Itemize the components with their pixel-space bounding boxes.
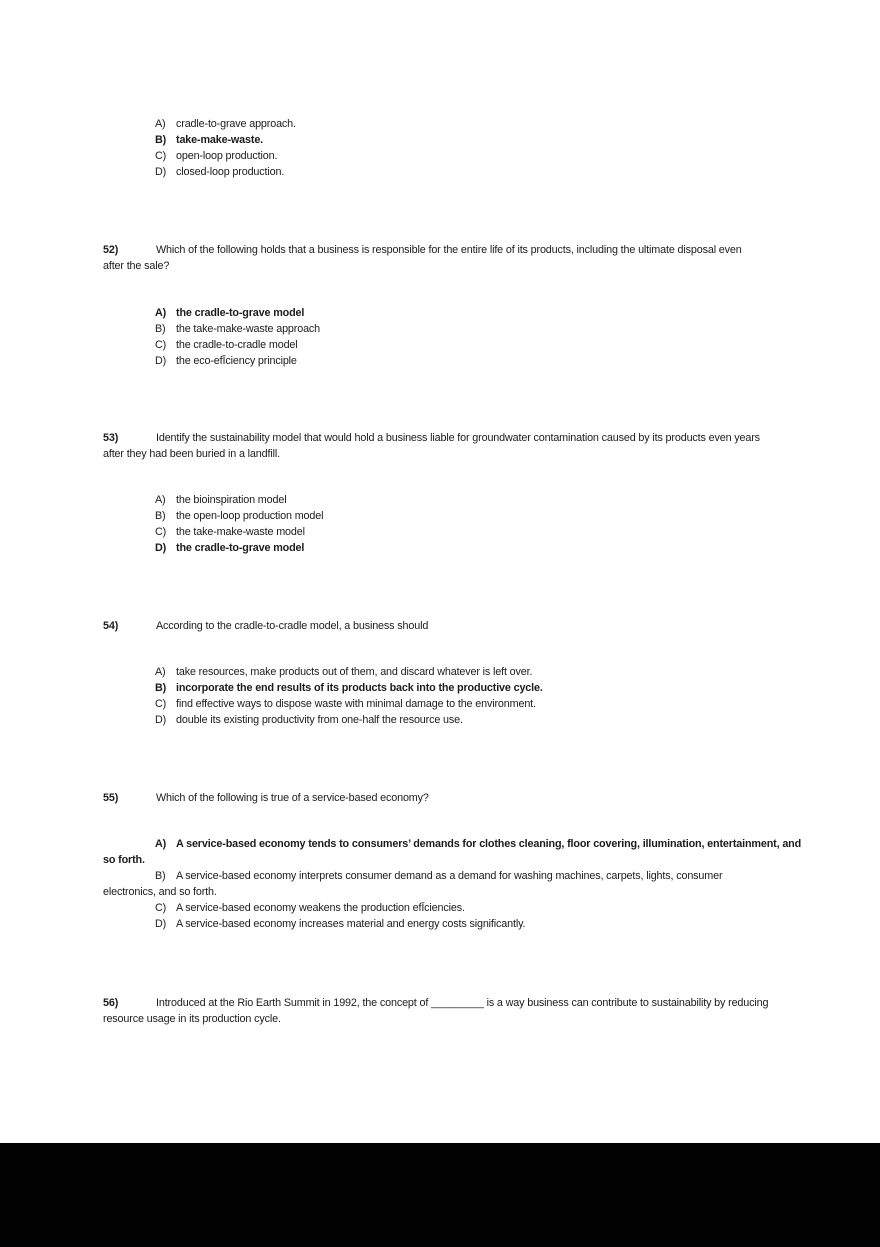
option-row-B bbox=[103, 680, 543, 696]
option-text: take resources, make products out of them, and discard whatever is left over. bbox=[176, 666, 533, 678]
option-text: the take-make-waste approach bbox=[176, 323, 321, 335]
option-continuation-line bbox=[103, 852, 801, 868]
question-continuation-line bbox=[103, 258, 742, 274]
option-row-A bbox=[103, 836, 801, 852]
question-number: 55) bbox=[103, 792, 119, 804]
question-text: Introduced at the Rio Earth Summit in 1992, the concept of _________ is a way business can contribute to sustainability by reducing bbox=[156, 997, 769, 1009]
question-text: after they had been buried in a landfill. bbox=[103, 448, 280, 460]
option-text: find effective ways to dispose waste with minimal damage to the environment. bbox=[176, 698, 536, 710]
question-text: after the sale? bbox=[103, 260, 170, 272]
option-row-A bbox=[103, 492, 323, 508]
option-text: A service-based economy tends to consumers’ demands for clothes cleaning, floor covering, illumination, entertainment, and bbox=[176, 838, 802, 850]
question-first-line bbox=[103, 995, 768, 1011]
bottom-black-bar bbox=[0, 1143, 880, 1247]
option-row-C bbox=[103, 337, 320, 353]
question-first-line bbox=[103, 430, 760, 446]
option-row-C bbox=[103, 900, 801, 916]
option-row-C bbox=[103, 524, 323, 540]
answer-options-block bbox=[103, 305, 320, 369]
question-continuation-line bbox=[103, 1011, 768, 1027]
question-block-55 bbox=[103, 790, 429, 806]
question-first-line bbox=[103, 242, 742, 258]
option-text: cradle-to-grave approach. bbox=[176, 118, 296, 130]
option-label: C) bbox=[155, 698, 167, 710]
option-row-D bbox=[103, 353, 320, 369]
option-label: B) bbox=[155, 134, 167, 146]
option-row-D bbox=[103, 540, 323, 556]
option-label: A) bbox=[155, 838, 167, 850]
option-text: open-loop production. bbox=[176, 150, 278, 162]
option-label: D) bbox=[155, 918, 167, 930]
option-row-B bbox=[103, 868, 801, 884]
option-text: the bioinspiration model bbox=[176, 494, 287, 506]
option-row-D bbox=[103, 164, 296, 180]
option-label: D) bbox=[155, 714, 167, 726]
answer-options-block bbox=[103, 492, 323, 556]
answer-options-block bbox=[103, 836, 801, 932]
question-number: 56) bbox=[103, 997, 119, 1009]
question-continuation-line bbox=[103, 446, 760, 462]
question-text: According to the cradle-to-cradle model, a business should bbox=[156, 620, 429, 632]
question-number: 52) bbox=[103, 244, 119, 256]
option-row-B bbox=[103, 321, 320, 337]
answer-options-block bbox=[103, 664, 543, 728]
answer-options-block bbox=[103, 116, 296, 180]
option-label: A) bbox=[155, 494, 166, 506]
option-label: B) bbox=[155, 510, 166, 522]
option-text: closed-loop production. bbox=[176, 166, 285, 178]
question-text: Which of the following holds that a business is responsible for the entire life of its products, including the ultimate disposal even bbox=[156, 244, 742, 256]
question-number: 54) bbox=[103, 620, 119, 632]
question-first-line bbox=[103, 790, 429, 806]
option-text: take-make-waste. bbox=[176, 134, 264, 146]
option-row-D bbox=[103, 916, 801, 932]
question-number: 53) bbox=[103, 432, 119, 444]
question-block-56 bbox=[103, 995, 768, 1027]
option-row-A bbox=[103, 305, 320, 321]
option-label: D) bbox=[155, 355, 167, 367]
option-text: incorporate the end results of its products back into the productive cycle. bbox=[176, 682, 543, 694]
option-label: A) bbox=[155, 118, 166, 130]
option-text: A service-based economy weakens the production efĪciencies. bbox=[176, 902, 465, 914]
option-row-B bbox=[103, 508, 323, 524]
question-block-53 bbox=[103, 430, 760, 462]
question-text: Identify the sustainability model that would hold a business liable for groundwater contamination caused by its products even years bbox=[156, 432, 760, 444]
option-label: A) bbox=[155, 307, 167, 319]
option-text: the cradle-to-grave model bbox=[176, 542, 305, 554]
question-text: Which of the following is true of a service-based economy? bbox=[156, 792, 429, 804]
option-text: the open-loop production model bbox=[176, 510, 324, 522]
option-text: electronics, and so forth. bbox=[103, 886, 217, 898]
option-label: D) bbox=[155, 542, 167, 554]
option-label: B) bbox=[155, 682, 167, 694]
option-row-D bbox=[103, 712, 543, 728]
option-row-C bbox=[103, 148, 296, 164]
option-row-A bbox=[103, 116, 296, 132]
option-text: A service-based economy increases material and energy costs significantly. bbox=[176, 918, 526, 930]
option-text: double its existing productivity from one-half the resource use. bbox=[176, 714, 463, 726]
option-text: the eco-efĪciency principle bbox=[176, 355, 297, 367]
option-row-C bbox=[103, 696, 543, 712]
option-label: B) bbox=[155, 323, 166, 335]
question-block-54 bbox=[103, 618, 428, 634]
option-label: D) bbox=[155, 166, 167, 178]
option-continuation-line bbox=[103, 884, 801, 900]
option-label: C) bbox=[155, 339, 167, 351]
option-text: so forth. bbox=[103, 854, 145, 866]
option-label: C) bbox=[155, 902, 167, 914]
question-first-line bbox=[103, 618, 428, 634]
option-text: A service-based economy interprets consumer demand as a demand for washing machines, carpets, lights, consumer bbox=[176, 870, 723, 882]
question-text: resource usage in its production cycle. bbox=[103, 1013, 281, 1025]
question-block-52 bbox=[103, 242, 742, 274]
option-row-A bbox=[103, 664, 543, 680]
option-text: the take-make-waste model bbox=[176, 526, 305, 538]
option-label: C) bbox=[155, 526, 167, 538]
option-label: C) bbox=[155, 150, 167, 162]
option-row-B bbox=[103, 132, 296, 148]
option-label: A) bbox=[155, 666, 166, 678]
option-text: the cradle-to-grave model bbox=[176, 307, 305, 319]
option-label: B) bbox=[155, 870, 166, 882]
option-text: the cradle-to-cradle model bbox=[176, 339, 298, 351]
